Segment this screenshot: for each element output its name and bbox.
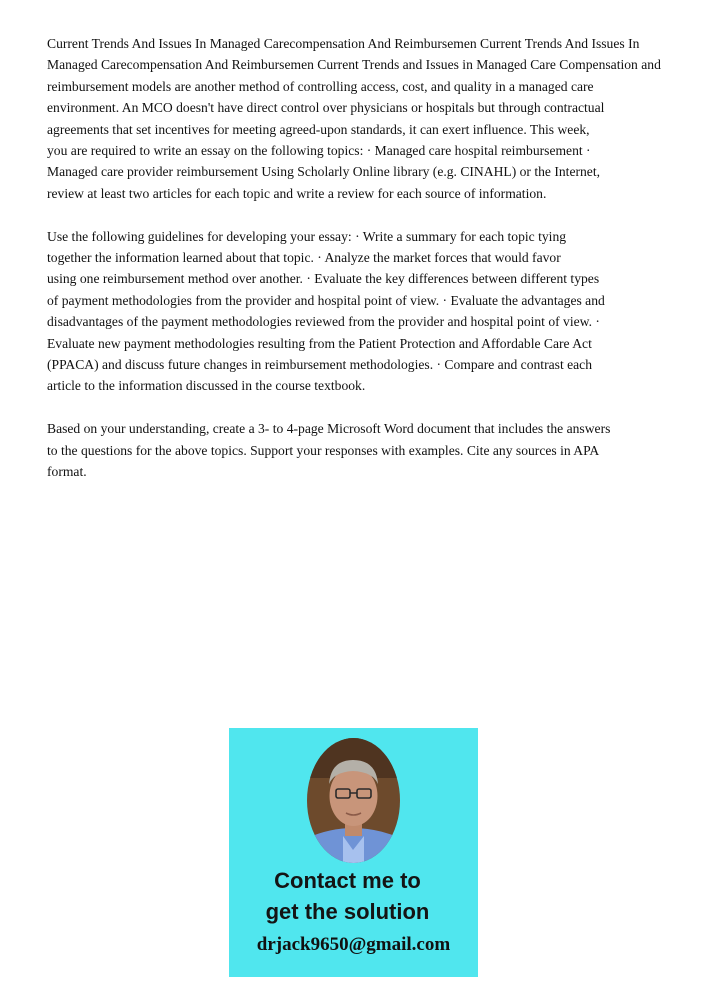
text-line: Current Trends And Issues In Managed Carecompensation And Reimbursemen Current Trends And Issues In (47, 36, 640, 51)
text-line: Managed Carecompensation And Reimbursemen Current Trends and Issues in Managed Care Compensation and (47, 57, 661, 73)
text-line: agreements that set incentives for meeting agreed-upon standards, it can exert influence. This week, (47, 121, 590, 137)
contact-advertisement[interactable] (229, 728, 478, 977)
text-line: review at least two articles for each topic and write a review for each source of information. (47, 185, 547, 201)
text-line: using one reimbursement method over another. · Evaluate the key differences between different types (47, 271, 600, 287)
text-line: Use the following guidelines for developing your essay: · Write a summary for each topic tying (47, 228, 567, 244)
text-line: disadvantages of the payment methodologies reviewed from the provider and hospital point of view. · (47, 314, 600, 330)
paragraph-deliverable (47, 418, 697, 482)
text-line: Based on your understanding, create a 3- to 4-page Microsoft Word document that includes the answers (47, 421, 611, 437)
text-line: article to the information discussed in the course textbook. (47, 378, 366, 394)
portrait-photo (307, 738, 400, 863)
text-line: to the questions for the above topics. Support your responses with examples. Cite any sources in APA (47, 442, 600, 458)
text-line: of payment methodologies from the provider and hospital point of view. · Evaluate the advantages and (47, 292, 605, 308)
text-line: Managed care provider reimbursement Using Scholarly Online library (e.g. CINAHL) or the Internet, (47, 164, 601, 180)
text-line: reimbursement models are another method of controlling access, cost, and quality in a managed care (47, 78, 594, 94)
text-line: (PPACA) and discuss future changes in reimbursement methodologies. · Compare and contrast each (47, 357, 593, 373)
contact-email-link[interactable]: drjack9650@gmail.com (256, 934, 451, 955)
text-line: Evaluate new payment methodologies resulting from the Patient Protection and Affordable Care Act (47, 335, 592, 351)
text-line: together the information learned about that topic. · Analyze the market forces that would favor (47, 250, 561, 266)
paragraph-guidelines (47, 226, 697, 397)
paragraph-spacer (47, 204, 697, 225)
paragraph-spacer (47, 397, 697, 418)
text-line: format. (47, 464, 87, 480)
contact-cta-line-1: Contact me to (274, 868, 421, 893)
contact-cta-line-2: get the solution (265, 899, 430, 924)
text-line: you are required to write an essay on the following topics: · Managed care hospital reimbursement · (47, 143, 591, 159)
paragraph-intro (47, 33, 697, 204)
text-line: environment. An MCO doesn't have direct control over physicians or hospitals but through contractual (47, 100, 605, 116)
document-body (47, 33, 697, 483)
